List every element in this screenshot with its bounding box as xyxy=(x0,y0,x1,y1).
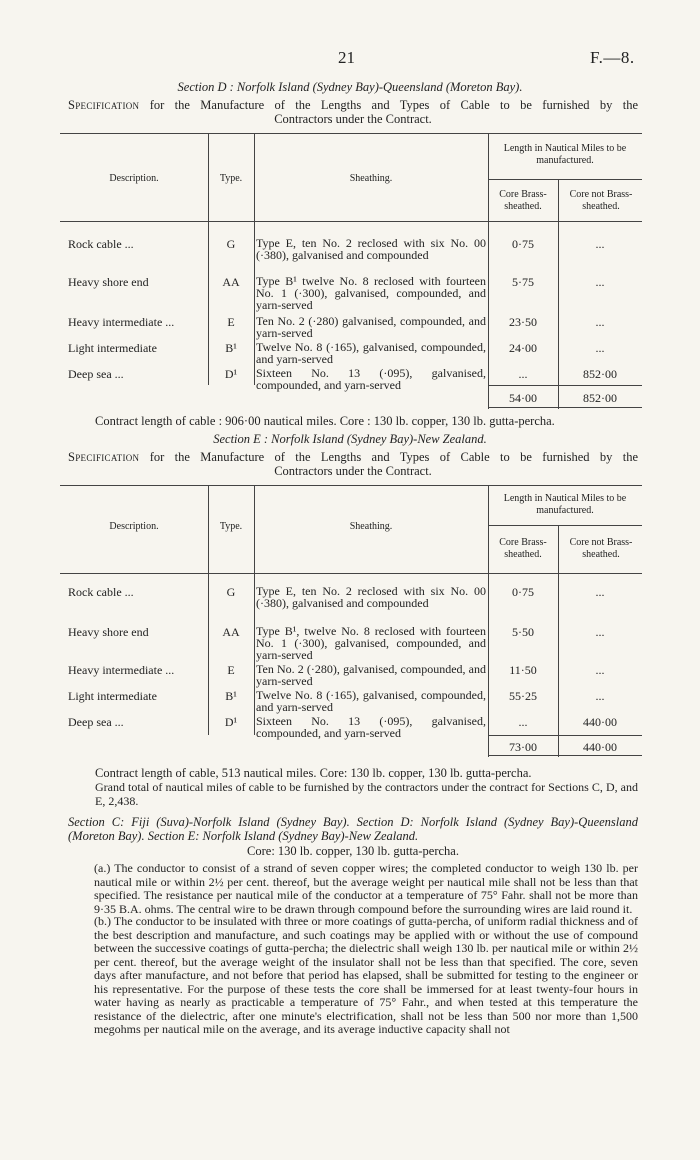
row-type: E xyxy=(227,663,235,677)
row-sheathing: Type E, ten No. 2 reclosed with six No. 00 (·380), galvanised and compounded xyxy=(256,236,486,262)
paragraph-a-text: (a.) The conductor to consist of a strand of seven copper wires; the completed conductor to weigh 130 lb. per nautical mile or within 2½ per cent. thereof, but the average weight per nautical mile shall not be less than that specified. The resistance per nautical mile of the conductor at a temperature of 75° Fahr. shall not be more than 9·35 B.A. ohms. The central wire to be drawn through compound before the surrounding wires are laid round it. xyxy=(94,861,638,916)
paragraph-a xyxy=(68,862,638,916)
paragraph-b-text: (b.) The conductor to be insulated with three or more coatings of gutta-percha, of uniform radial thickness and of the best description and manufacture, and such coatings may be applied with or without the use of compound between the successive coatings of gutta-percha; the dielectric shall weigh 130 lb. per nautical mile or within 2½ per cent. thereof, but the average weight of the insulator shall not be less than that specified. The core, seven days after manufacture, and not before that period has elapsed, shall be submitted for testing to the engineer or his representative. For the purpose of these tests the core shall be immersed for at least twenty-four hours in water having as nearly as practicable a temperature of 75° Fahr., and when tested at this temperature the resistance of the dielectric, after one minute's electrification, shall not be less than 500 nor more than 1,500 megohms per nautical mile on the average, and its average inductive capacity shall not xyxy=(94,914,638,1036)
spec-lead: Specification xyxy=(68,450,140,464)
row-core-brass: 0·75 xyxy=(512,585,534,599)
row-core-not-brass: 440·00 xyxy=(583,715,617,729)
row-sheathing: Type B¹, twelve No. 8 reclosed with fourteen No. 1 (·300), galvanised, compounded, and yarn-served xyxy=(256,624,486,662)
row-sheathing: Sixteen No. 13 (·095), galvanised, compounded, and yarn-served xyxy=(256,366,486,392)
row-sheathing: Type B¹ twelve No. 8 reclosed with fourteen No. 1 (·300), galvanised, compounded, and yarn-served xyxy=(256,274,486,312)
header-length: Length in Nautical Miles to be manufactured. xyxy=(503,143,627,166)
header-core-not-brass: Core not Brass-sheathed. xyxy=(569,189,633,212)
row-description: Rock cable ... xyxy=(68,585,134,599)
row-core-not-brass: ... xyxy=(595,689,605,703)
row-sheathing: Type E, ten No. 2 reclosed with six No. 00 (·380), galvanised and compounded xyxy=(256,584,486,610)
row-core-not-brass: ... xyxy=(595,275,605,289)
row-description: Light intermediate xyxy=(68,689,157,703)
row-type: D¹ xyxy=(224,367,238,381)
row-core-not-brass: ... xyxy=(595,315,605,329)
section-d-table xyxy=(60,133,642,413)
grand-total-text: Grand total of nautical miles of cable to be furnished by the contractors under the contract for Sections C, D, and E, 2,438. xyxy=(95,780,638,808)
row-core-brass: 23·50 xyxy=(509,315,537,329)
row-description: Rock cable ... xyxy=(68,237,134,251)
row-sheathing: Sixteen No. 13 (·095), galvanised, compounded, and yarn-served xyxy=(256,714,486,740)
row-type: E xyxy=(227,315,235,329)
row-type: B¹ xyxy=(225,689,237,703)
row-core-brass: 11·50 xyxy=(509,663,537,677)
row-type: G xyxy=(226,237,236,251)
total-core-brass: 54·00 xyxy=(509,391,537,405)
section-d-spec xyxy=(68,98,638,126)
row-description: Heavy intermediate ... xyxy=(68,315,175,329)
sections-summary: Section C: Fiji (Suva)-Norfolk Island (Sydney Bay). Section D: Norfolk Island (Sydney Bay)-Queensland (Moreton Bay). Section E: Norfolk Island (Sydney Bay)-New Zealand. xyxy=(68,815,638,843)
row-description: Deep sea ... xyxy=(68,367,124,381)
total-core-brass: 73·00 xyxy=(509,740,537,754)
row-description: Light intermediate xyxy=(68,341,157,355)
section-e-title: Section E : Norfolk Island (Sydney Bay)-New Zealand. xyxy=(213,432,487,446)
row-sheathing: Ten No. 2 (·280), galvanised, compounded, and yarn-served xyxy=(256,662,486,688)
header-type: Type. xyxy=(219,173,243,184)
header-description: Description. xyxy=(109,173,159,184)
page-header xyxy=(0,48,700,68)
row-type: D¹ xyxy=(224,715,238,729)
row-core-not-brass: ... xyxy=(595,585,605,599)
row-description: Heavy intermediate ... xyxy=(68,663,175,677)
row-core-not-brass: ... xyxy=(595,237,605,251)
row-type: G xyxy=(226,585,236,599)
row-sheathing: Ten No. 2 (·280) galvanised, compounded, and yarn-served xyxy=(256,314,486,340)
total-core-not-brass: 440·00 xyxy=(583,740,617,754)
total-core-not-brass: 852·00 xyxy=(583,391,617,405)
row-type: AA xyxy=(222,275,240,289)
row-description: Heavy shore end xyxy=(68,275,149,289)
section-d-title: Section D : Norfolk Island (Sydney Bay)-Queensland (Moreton Bay). xyxy=(177,80,523,94)
document-reference: F.—8. xyxy=(590,48,635,67)
row-type: AA xyxy=(222,625,240,639)
section-e-table xyxy=(60,485,642,763)
header-sheathing: Sheathing. xyxy=(349,173,393,184)
row-type: B¹ xyxy=(225,341,237,355)
row-core-not-brass: ... xyxy=(595,663,605,677)
row-sheathing: Twelve No. 8 (·165), galvanised, compounded, and yarn-served xyxy=(256,340,486,366)
header-core-not-brass: Core not Brass-sheathed. xyxy=(569,537,633,560)
row-core-brass: 5·75 xyxy=(512,275,534,289)
row-core-brass: ... xyxy=(518,715,528,729)
header-description: Description. xyxy=(109,521,159,532)
row-core-brass: 55·25 xyxy=(509,689,537,703)
row-core-not-brass: ... xyxy=(595,625,605,639)
header-sheathing: Sheathing. xyxy=(349,521,393,532)
row-description: Heavy shore end xyxy=(68,625,149,639)
row-core-not-brass: 852·00 xyxy=(583,367,617,381)
row-core-not-brass: ... xyxy=(595,341,605,355)
sections-core: Core: 130 lb. copper, 130 lb. gutta-percha. xyxy=(247,844,459,858)
header-core-brass: Core Brass-sheathed. xyxy=(499,537,547,560)
row-core-brass: 24·00 xyxy=(509,341,537,355)
row-core-brass: 0·75 xyxy=(512,237,534,251)
row-core-brass: 5·50 xyxy=(512,625,534,639)
header-type: Type. xyxy=(219,521,243,532)
header-core-brass: Core Brass-sheathed. xyxy=(499,189,547,212)
spec-text: for the Manufacture of the Lengths and Types of Cable to be furnished by the xyxy=(149,98,639,112)
page-number: 21 xyxy=(338,48,355,67)
paragraph-b xyxy=(68,915,638,1037)
row-description: Deep sea ... xyxy=(68,715,124,729)
spec-line2: Contractors under the Contract. xyxy=(274,112,432,126)
grand-total-note xyxy=(68,781,638,808)
section-e-contract-note: Contract length of cable, 513 nautical miles. Core: 130 lb. copper, 130 lb. gutta-percha. xyxy=(95,766,532,780)
row-sheathing: Twelve No. 8 (·165), galvanised, compounded, and yarn-served xyxy=(256,688,486,714)
section-d-contract-note: Contract length of cable : 906·00 nautical miles. Core : 130 lb. copper, 130 lb. gutta-percha. xyxy=(95,414,555,428)
spec-line2: Contractors under the Contract. xyxy=(274,464,432,478)
section-e-spec xyxy=(68,450,638,478)
row-core-brass: ... xyxy=(518,367,528,381)
spec-lead: Specification xyxy=(68,98,140,112)
spec-text: for the Manufacture of the Lengths and Types of Cable to be furnished by the xyxy=(149,450,639,464)
header-length: Length in Nautical Miles to be manufactured. xyxy=(503,493,627,516)
